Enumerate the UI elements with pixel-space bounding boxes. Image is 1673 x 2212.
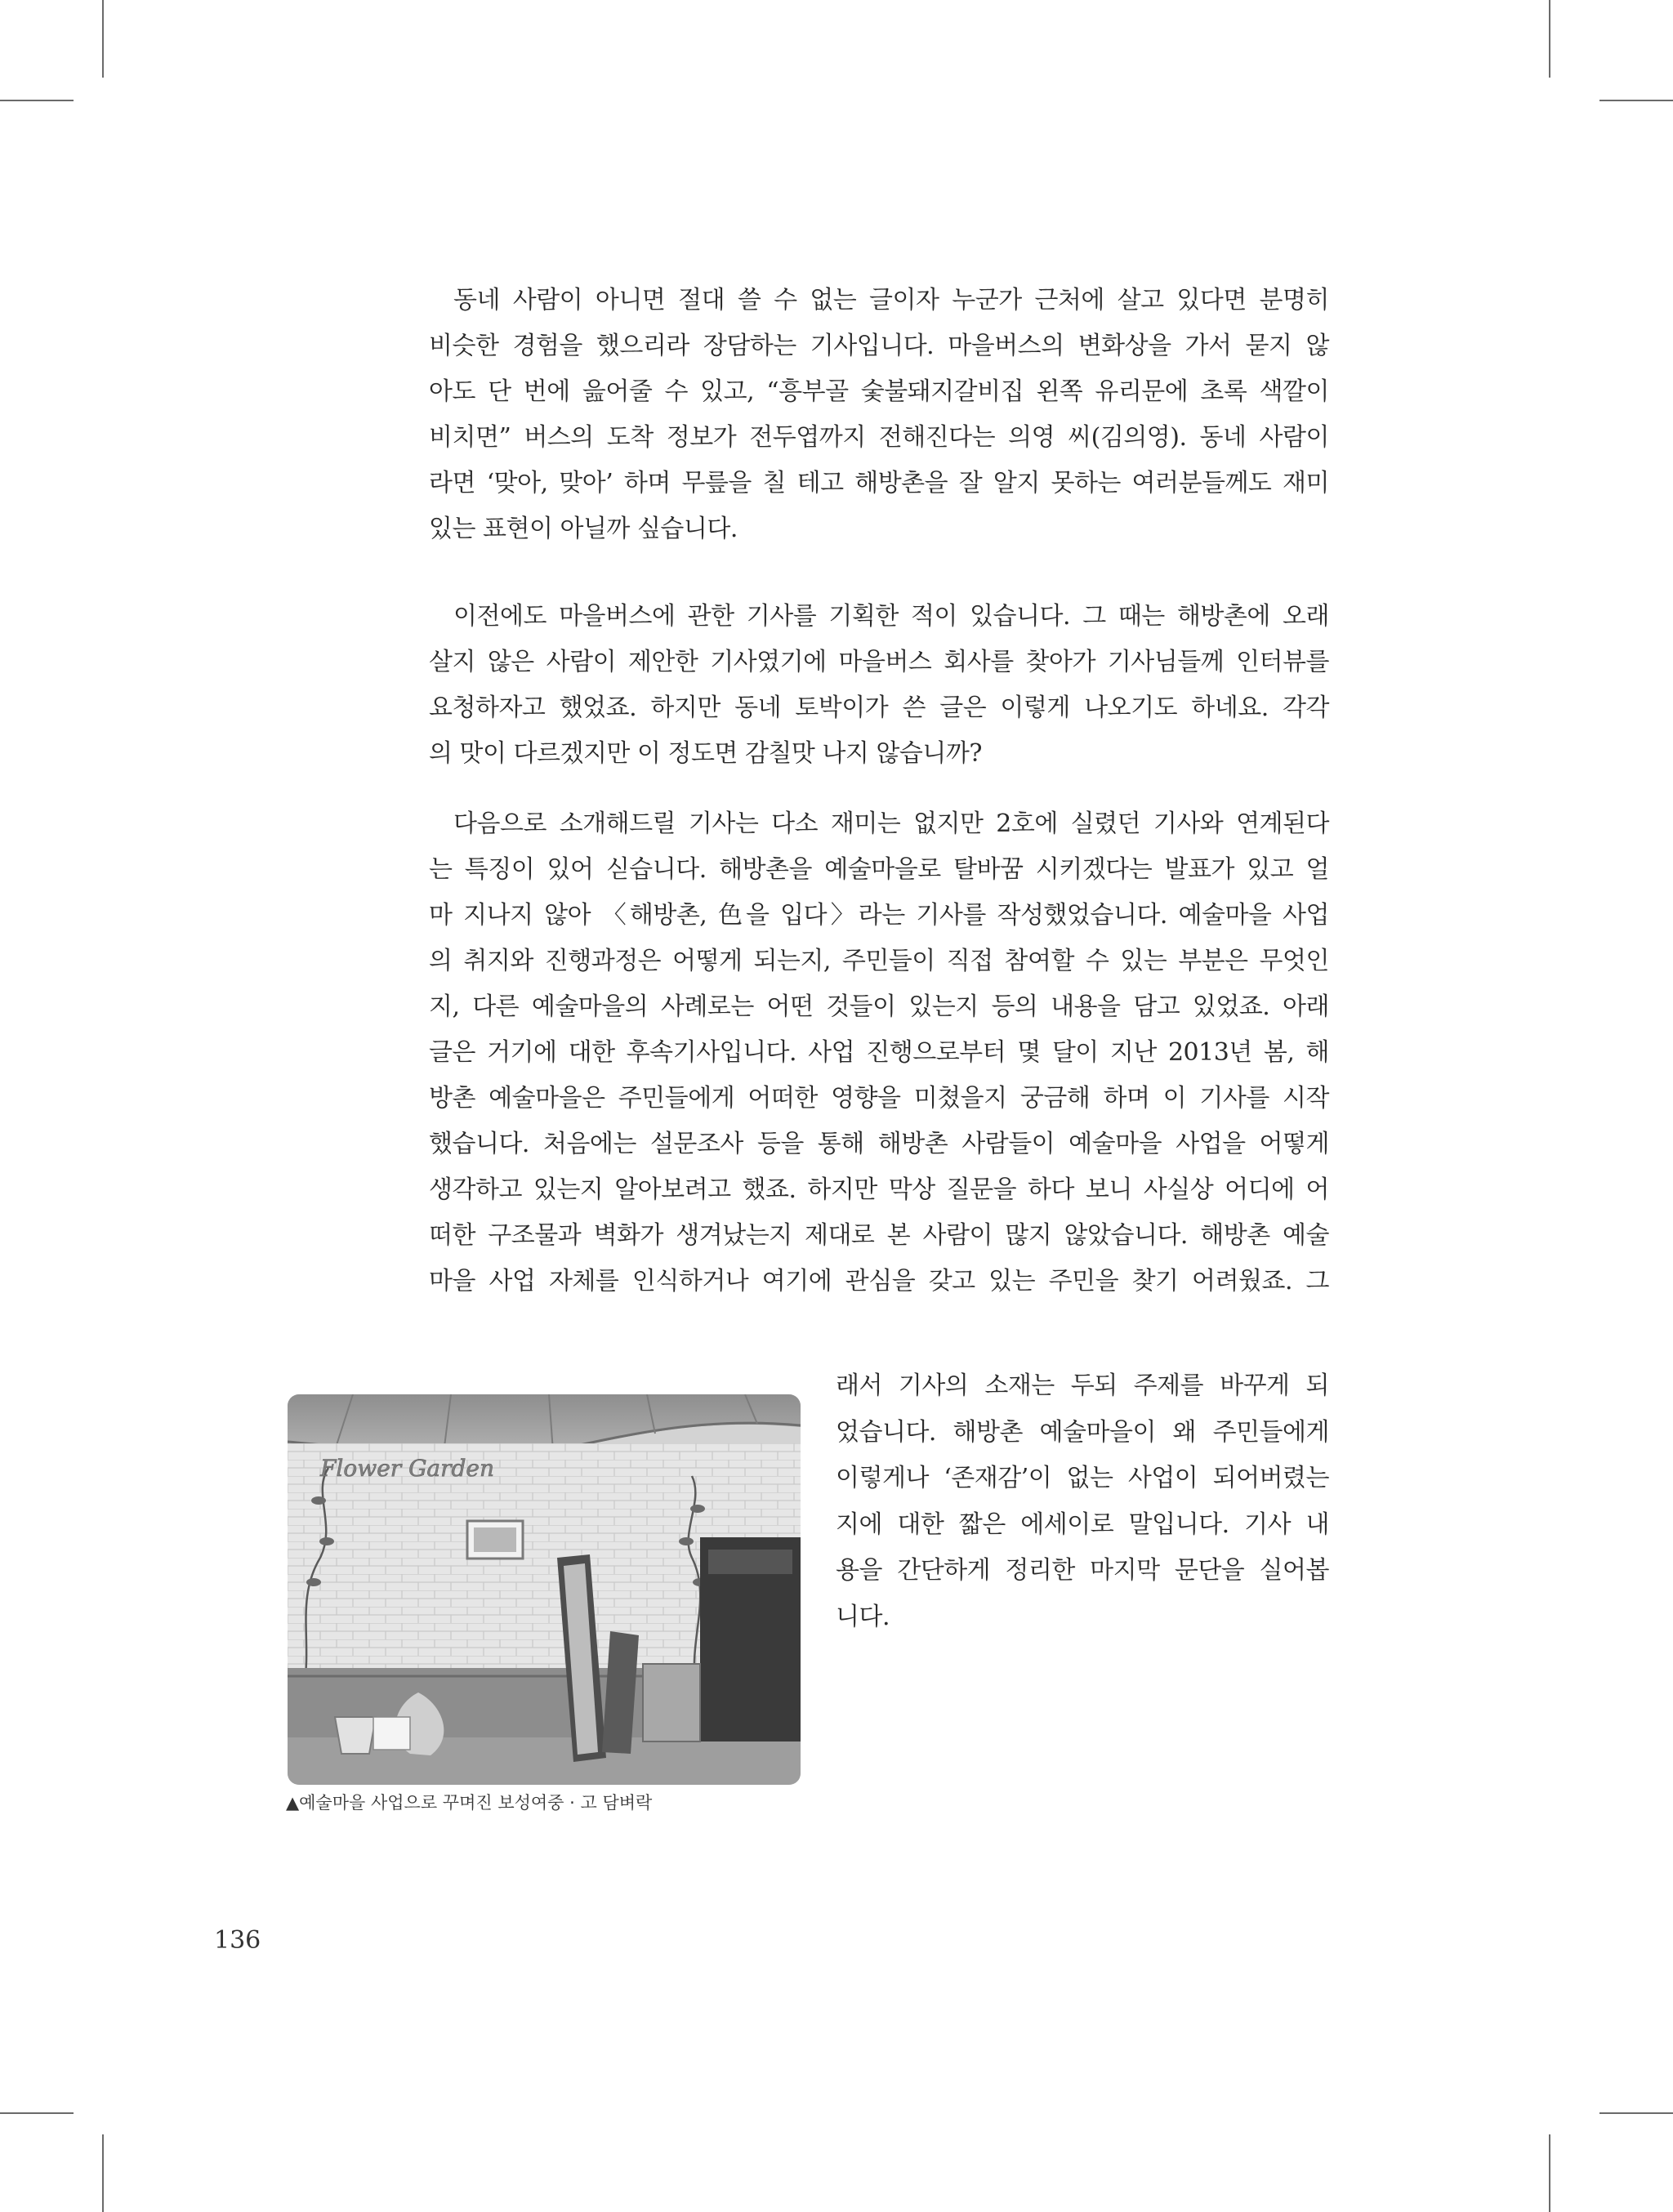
text-line: 다음으로 소개해드릴 기사는 다소 재미는 없지만 2호에 실렸던 기사와 연계된다 [453,809,1329,838]
paragraph-3-continued [836,1363,1329,1640]
crop-mark-top-left-vertical [102,0,104,78]
school-wall-photo [288,1394,801,1785]
crop-mark-bottom-left-horizontal [0,2112,74,2114]
crop-mark-top-left-horizontal [0,100,74,101]
text-line: 생각하고 있는지 알아보려고 했죠. 하지만 막상 질문을 하다 보니 사실상 어디에 어 [429,1175,1329,1204]
text-line: 있는 표현이 아닐까 싶습니다. [429,515,738,543]
paragraph-2 [429,594,1329,777]
text-line: 떠한 구조물과 벽화가 생겨났는지 제대로 본 사람이 많지 않았습니다. 해방촌 예술 [429,1221,1329,1250]
text-line: 지, 다른 예술마을의 사례로는 어떤 것들이 있는지 등의 내용을 담고 있었죠. 아래 [429,992,1329,1021]
sign-text: Flower Garden [320,1455,495,1482]
text-line: 비치면” 버스의 도착 정보가 전두엽까지 전해진다는 의영 씨(김의영). 동네 사람이 [429,423,1329,452]
text-line: 했습니다. 처음에는 설문조사 등을 통해 해방촌 사람들이 예술마을 사업을 어떻게 [429,1130,1329,1158]
text-line: 래서 기사의 소재는 두되 주제를 바꾸게 되 [836,1371,1329,1400]
article-photo [288,1394,801,1785]
text-line: 이렇게나 ‘존재감’이 없는 사업이 되어버렸는 [836,1464,1329,1492]
photo-caption: ▲예술마을 사업으로 꾸며진 보성여중 · 고 담벼락 [286,1793,653,1813]
text-line: 살지 않은 사람이 제안한 기사였기에 마을버스 회사를 찾아가 기사님들께 인터뷰를 [429,648,1329,676]
text-line: 는 특징이 있어 싣습니다. 해방촌을 예술마을로 탈바꿈 시키겠다는 발표가 있고 얼 [429,855,1329,884]
text-line: 의 맛이 다르겠지만 이 정도면 감칠맛 나지 않습니까? [429,739,982,768]
crop-mark-bottom-right-vertical [1549,2134,1550,2212]
text-line: 동네 사람이 아니면 절대 쓸 수 없는 글이자 누군가 근처에 살고 있다면 분명히 [453,286,1329,314]
crop-mark-bottom-right-horizontal [1599,2112,1673,2114]
text-line: 마 지나지 않아 〈해방촌, 色을 입다〉라는 기사를 작성했었습니다. 예술마을 사업 [429,901,1329,930]
crop-mark-top-right-vertical [1549,0,1550,78]
text-line: 었습니다. 해방촌 예술마을이 왜 주민들에게 [836,1417,1329,1447]
text-line: 니다. [836,1602,890,1631]
text-line: 지에 대한 짧은 에세이로 말입니다. 기사 내 [836,1510,1329,1539]
crop-mark-bottom-left-vertical [102,2134,104,2212]
text-line: 비슷한 경험을 했으리라 장담하는 기사입니다. 마을버스의 변화상을 가서 묻지 않 [429,332,1329,360]
text-line: 용을 간단하게 정리한 마지막 문단을 실어봅 [836,1556,1329,1585]
paragraph-1 [429,278,1329,552]
text-line: 라면 ‘맞아, 맞아’ 하며 무릎을 칠 테고 해방촌을 잘 알지 못하는 여러분들께도 재미 [429,469,1329,497]
page-number: 136 [214,1926,261,1955]
text-line: 글은 거기에 대한 후속기사입니다. 사업 진행으로부터 몇 달이 지난 2013년 봄, 해 [429,1038,1329,1067]
text-line: 의 취지와 진행과정은 어떻게 되는지, 주민들이 직접 참여할 수 있는 부분은 무엇인 [429,947,1329,975]
text-line: 아도 단 번에 읊어줄 수 있고, “흥부골 숯불돼지갈비집 왼쪽 유리문에 초록 색깔이 [429,377,1329,406]
text-line: 이전에도 마을버스에 관한 기사를 기획한 적이 있습니다. 그 때는 해방촌에 오래 [453,602,1329,631]
paragraph-3 [429,801,1329,1304]
text-line: 요청하자고 했었죠. 하지만 동네 토박이가 쓴 글은 이렇게 나오기도 하네요. 각각 [429,693,1329,722]
crop-mark-top-right-horizontal [1599,100,1673,101]
text-line: 방촌 예술마을은 주민들에게 어떠한 영향을 미쳤을지 궁금해 하며 이 기사를 시작 [429,1084,1329,1113]
text-line: 마을 사업 자체를 인식하거나 여기에 관심을 갖고 있는 주민을 찾기 어려웠죠. 그 [429,1267,1329,1296]
